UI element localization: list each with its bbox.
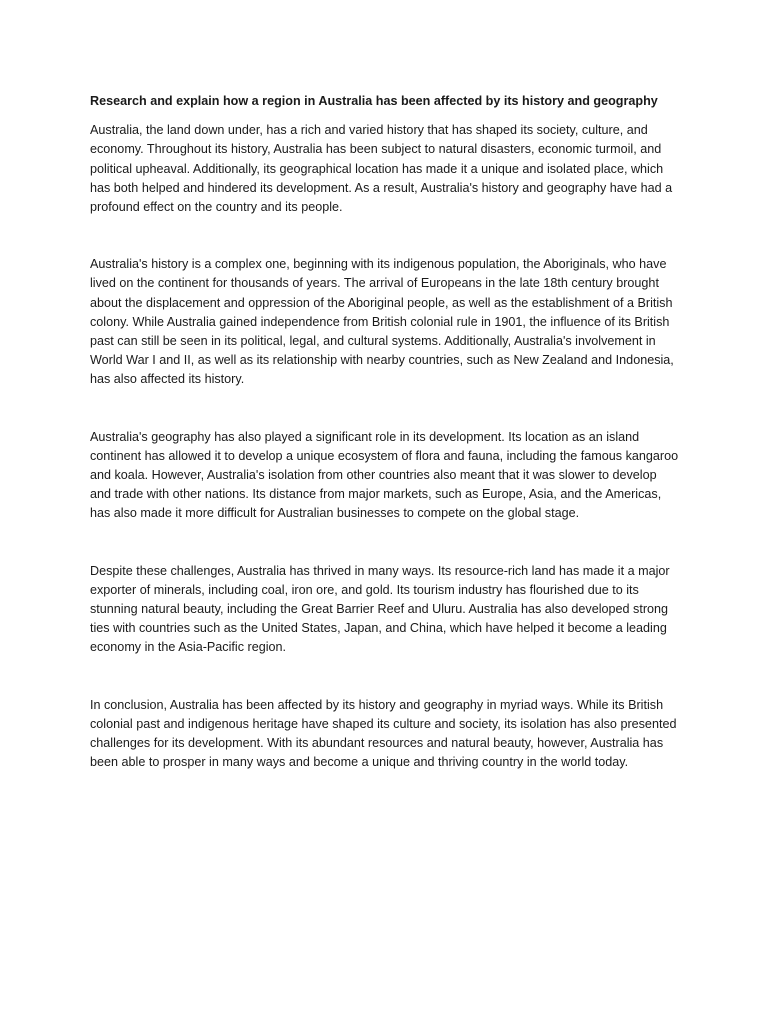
paragraph-spacer xyxy=(90,658,680,696)
paragraph-challenges: Despite these challenges, Australia has thrived in many ways. Its resource-rich land has made it a major exporter of minerals, including coal, iron ore, and gold. Its tourism industry has flourished due to its stunning natural beauty, including the Great Barrier Reef and Uluru. Australia has also developed strong ties with countries such as the United States, Japan, and China, which have helped it become a leading economy in the Asia-Pacific region. xyxy=(90,563,670,655)
paragraph-spacer xyxy=(90,524,680,562)
paragraph-conclusion: In conclusion, Australia has been affected by its history and geography in myriad ways. While its British colonial past and indigenous heritage have shaped its culture and society, its isolation has also presented challenges for its development. With its abundant resources and natural beauty, however, Australia has been able to prosper in many ways and become a unique and thriving country in the world today. xyxy=(90,697,677,770)
paragraph-spacer xyxy=(90,217,680,255)
document-heading: Research and explain how a region in Australia has been affected by its history and geography xyxy=(90,94,658,108)
document-body xyxy=(90,92,680,772)
paragraph-spacer xyxy=(90,390,680,428)
paragraph-introduction: Australia, the land down under, has a rich and varied history that has shaped its society, culture, and economy. Throughout its history, Australia has been subject to natural disasters, economic turmoil, and political upheaval. Additionally, its geographical location has made it a unique and isolated place, which has both helped and hindered its development. As a result, Australia's history and geography have had a profound effect on the country and its people. xyxy=(90,123,673,215)
paragraph-geography: Australia's geography has also played a significant role in its development. Its location as an island continent has allowed it to develop a unique ecosystem of flora and fauna, including the famous kangaroo and koala. However, Australia's isolation from other countries also meant that it was slower to develop and trade with other nations. Its distance from major markets, such as Europe, Asia, and the Americas, has also made it more difficult for Australian businesses to compete on the global stage. xyxy=(90,429,679,521)
paragraph-history: Australia's history is a complex one, beginning with its indigenous population, the Aboriginals, who have lived on the continent for thousands of years. The arrival of Europeans in the late 18th century brought about the displacement and oppression of the Aboriginal people, as well as the establishment of a British colony. While Australia gained independence from British colonial rule in 1901, the influence of its British past can still be seen in its political, legal, and cultural systems. Additionally, Australia's involvement in World War I and II, as well as its relationship with nearby countries, such as New Zealand and Indonesia, has also affected its history. xyxy=(90,257,674,387)
